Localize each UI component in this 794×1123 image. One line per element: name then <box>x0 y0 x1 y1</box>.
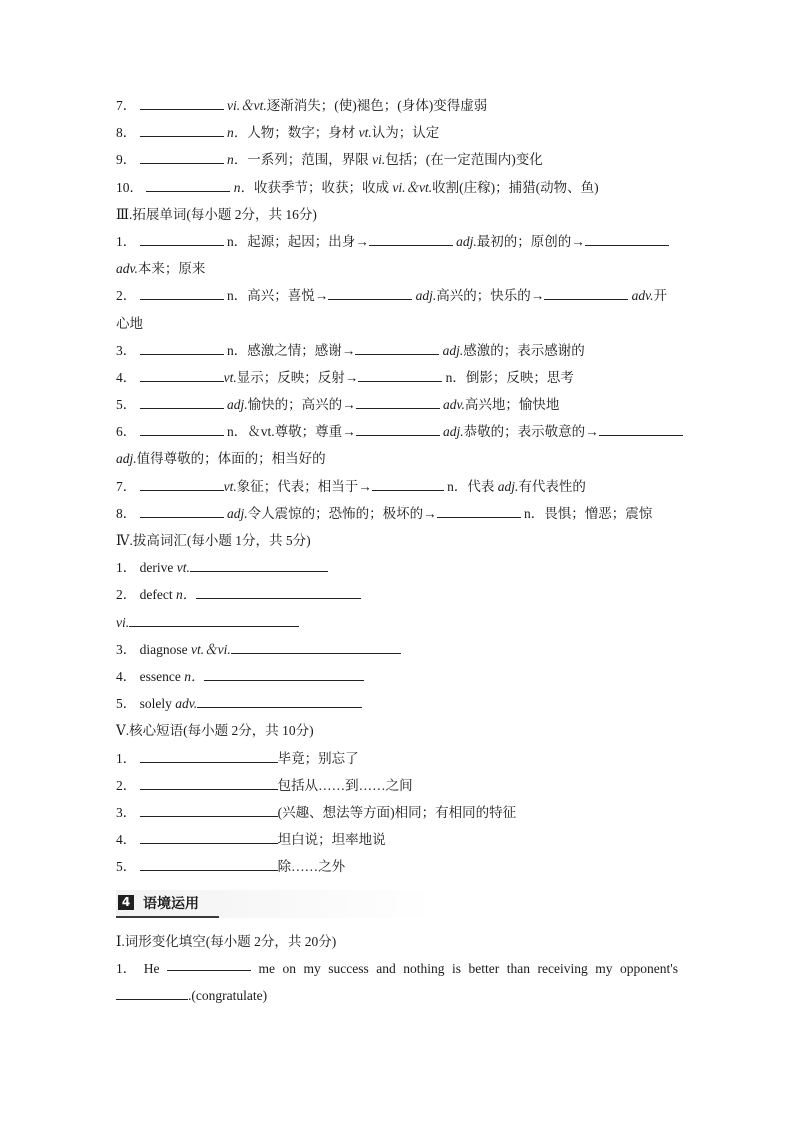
part-of-speech: vt.＆vi. <box>191 641 231 657</box>
expand-item-5 <box>116 391 678 418</box>
vocab-item-10 <box>116 174 678 201</box>
definition: 感激的；表示感谢的 <box>463 342 585 358</box>
part-of-speech: n． <box>227 125 248 141</box>
answer-blank[interactable] <box>140 284 224 300</box>
answer-blank[interactable] <box>140 855 278 871</box>
definition: 最初的；原创的→ <box>476 233 585 249</box>
definition: 高兴的；快乐的→ <box>436 288 545 304</box>
banner-underline <box>116 916 219 918</box>
item-number: 8． <box>116 505 137 521</box>
item-number: 5． <box>116 696 137 712</box>
answer-blank[interactable] <box>328 284 412 300</box>
section-heading: Ⅳ.拔高词汇(每小题 1分，共 5分) <box>116 533 311 548</box>
item-number: 1． <box>116 560 137 576</box>
answer-blank[interactable] <box>204 665 364 681</box>
answer-blank[interactable] <box>140 828 278 844</box>
answer-blank[interactable] <box>140 121 224 137</box>
answer-blank[interactable] <box>140 747 278 763</box>
definition: 恭敬的；表示敬意的→ <box>463 424 599 440</box>
advanced-item-2b <box>116 609 678 636</box>
advanced-item-5 <box>116 690 678 717</box>
definition: 除……之外 <box>277 859 346 875</box>
answer-blank[interactable] <box>116 984 188 1000</box>
expand-item-3 <box>116 337 678 364</box>
expand-item-6-cont <box>116 445 678 472</box>
item-number: 4． <box>116 369 137 385</box>
expand-item-6 <box>116 418 678 445</box>
item-number: 1． <box>116 750 137 766</box>
definition: 象征；代表；相当于→ <box>236 478 372 494</box>
answer-blank[interactable] <box>197 692 362 708</box>
part-of-speech: adj. <box>227 505 248 521</box>
part-of-speech: vi.＆vt. <box>392 179 433 195</box>
answer-blank[interactable] <box>140 420 224 436</box>
answer-blank[interactable] <box>140 230 224 246</box>
part-of-speech: n． <box>227 152 248 168</box>
expand-item-4 <box>116 364 678 391</box>
definition: 一系列；范围，界限 <box>247 152 369 168</box>
definition: (兴趣、想法等方面)相同；有相同的特征 <box>277 804 517 820</box>
answer-blank[interactable] <box>140 774 278 790</box>
definition: 收获季节；收获；收成 <box>254 179 389 195</box>
part-of-speech: adj. <box>456 233 477 249</box>
item-number: 3． <box>116 342 137 358</box>
definition: n．感激之情；感谢→ <box>227 342 356 358</box>
answer-blank[interactable] <box>356 393 440 409</box>
definition: 代表 <box>467 478 495 494</box>
item-number: 1． <box>116 961 137 977</box>
answer-blank[interactable] <box>369 230 453 246</box>
question-word: nothing <box>403 961 445 977</box>
item-number: 3． <box>116 804 137 820</box>
vocab-item-7 <box>116 92 678 119</box>
definition: 毕竟；别忘了 <box>277 750 359 766</box>
definition: 高兴地；愉快地 <box>464 397 560 413</box>
answer-blank[interactable] <box>356 420 440 436</box>
exercise-body <box>116 928 678 1010</box>
part-of-speech: adv. <box>631 288 654 304</box>
question-word: opponent's <box>620 961 678 977</box>
item-number: 9． <box>116 152 137 168</box>
part-of-speech: adj. <box>443 424 464 440</box>
expand-item-2 <box>116 282 678 309</box>
part-of-speech: adv. <box>116 261 138 277</box>
question-word: and <box>376 961 396 977</box>
part-of-speech: adj. <box>227 397 248 413</box>
part-of-speech: n． <box>175 587 197 603</box>
question-word: than <box>506 961 531 977</box>
item-number: 7． <box>116 98 137 113</box>
answer-blank[interactable] <box>140 148 224 164</box>
definition: 尊敬；尊重→ <box>274 424 356 440</box>
section-banner <box>116 890 436 918</box>
question-word: success <box>328 961 369 977</box>
item-number: 5． <box>116 397 137 413</box>
question-word: on <box>282 961 296 977</box>
question-1-cont <box>116 982 678 1009</box>
answer-blank[interactable] <box>355 339 439 355</box>
advanced-item-3 <box>116 636 678 663</box>
answer-blank[interactable] <box>358 366 442 382</box>
question-word: He <box>143 961 160 977</box>
part-of-speech: vt. <box>358 125 372 141</box>
item-number: 2． <box>116 587 137 603</box>
banner-title: 语境运用 <box>143 896 199 912</box>
item-number: 3． <box>116 641 137 657</box>
part-of-speech: n． <box>447 478 468 494</box>
section-number-icon: 4 <box>118 895 134 910</box>
definition: 逐渐消失；(使)褪色；(身体)变得虚弱 <box>266 98 488 113</box>
phrase-item-2 <box>116 772 678 799</box>
answer-blank[interactable] <box>599 420 683 436</box>
part-of-speech: vi. <box>116 614 130 630</box>
worksheet-body <box>116 92 678 880</box>
vocab-item-9 <box>116 146 678 173</box>
definition: 令人震惊的；恐怖的；极坏的→ <box>247 505 437 521</box>
definition: 值得尊敬的；体面的；相当好的 <box>136 451 326 467</box>
part-of-speech: vt. <box>223 369 237 385</box>
answer-blank[interactable] <box>140 339 224 355</box>
item-number: 6． <box>116 424 137 440</box>
vocab-word: defect <box>139 587 173 603</box>
expand-item-7 <box>116 473 678 500</box>
answer-blank[interactable] <box>585 230 669 246</box>
answer-blank[interactable] <box>190 556 328 572</box>
answer-blank[interactable] <box>140 94 224 110</box>
expand-item-1 <box>116 228 678 255</box>
item-number: 4． <box>116 668 137 684</box>
item-number: 2． <box>116 288 137 304</box>
answer-blank[interactable] <box>129 611 299 627</box>
question-word: better <box>468 961 500 977</box>
advanced-item-1 <box>116 554 678 581</box>
answer-blank[interactable] <box>140 366 224 382</box>
part-of-speech: adj. <box>497 478 519 494</box>
definition: 开 <box>653 288 668 304</box>
phrase-item-5 <box>116 853 678 880</box>
item-number: 2． <box>116 777 137 793</box>
expand-item-1-cont <box>116 255 678 282</box>
definition: 认为；认定 <box>371 125 440 141</box>
answer-blank[interactable] <box>167 955 251 971</box>
part-of-speech: n． <box>524 505 545 521</box>
part-of-speech: vi. <box>372 152 386 168</box>
question-hint: .(congratulate) <box>188 988 268 1004</box>
part-of-speech: adj. <box>116 451 137 467</box>
advanced-item-2 <box>116 581 678 608</box>
answer-blank[interactable] <box>437 502 521 518</box>
definition: 包括从……到……之间 <box>277 777 413 793</box>
part-of-speech: adj. <box>442 342 464 358</box>
part-of-speech: n．＆vt. <box>227 424 275 440</box>
part-of-speech: adv. <box>175 696 198 712</box>
part-of-speech: n． <box>233 179 254 195</box>
part-of-speech: n． <box>445 369 466 385</box>
answer-blank[interactable] <box>140 475 224 491</box>
definition: 倒影；反映；思考 <box>465 369 574 385</box>
section-heading: Ⅲ.拓展单词(每小题 2分，共 16分) <box>116 206 317 222</box>
answer-blank[interactable] <box>372 475 444 491</box>
vocab-word: derive <box>139 560 174 576</box>
item-number: 10． <box>116 179 143 195</box>
section-heading: Ⅴ.核心短语(每小题 2分，共 10分) <box>116 723 314 739</box>
definition: 本来；原来 <box>137 261 206 277</box>
answer-blank[interactable] <box>140 393 224 409</box>
part-of-speech: vi.＆vt. <box>227 98 267 113</box>
expand-item-2-cont <box>116 310 678 337</box>
section-heading: Ⅰ.词形变化填空(每小题 2分，共 20分) <box>116 934 337 949</box>
question-word: my <box>303 961 321 977</box>
vocab-word: essence <box>139 668 181 684</box>
part-of-speech: n． <box>184 668 205 684</box>
part-of-speech: adv. <box>443 397 465 413</box>
answer-blank[interactable] <box>196 583 361 599</box>
phrase-item-1 <box>116 745 678 772</box>
definition: 包括；(在一定范围内)变化 <box>385 152 543 168</box>
answer-blank[interactable] <box>140 801 278 817</box>
definition: 显示；反映；反射→ <box>236 369 359 385</box>
part-of-speech: vt. <box>176 560 190 576</box>
item-number: 1． <box>116 233 137 249</box>
part-of-speech: vt. <box>223 478 237 494</box>
definition: 收割(庄稼)；捕猎(动物、鱼) <box>432 179 599 195</box>
definition-continued: 心地 <box>116 315 143 331</box>
answer-blank[interactable] <box>140 502 224 518</box>
phrase-item-3 <box>116 799 678 826</box>
question-word: receiving <box>537 961 588 977</box>
phrase-item-4 <box>116 826 678 853</box>
item-number: 8． <box>116 125 137 141</box>
definition: n．高兴；喜悦→ <box>227 288 329 304</box>
question-word: is <box>452 961 462 977</box>
definition: n．起源；起因；出身→ <box>227 233 369 249</box>
definition: 有代表性的 <box>518 478 586 494</box>
question-1 <box>116 955 678 982</box>
item-number: 5． <box>116 859 137 875</box>
vocab-word: solely <box>139 696 172 712</box>
definition: 坦白说；坦率地说 <box>277 832 386 848</box>
item-number: 7． <box>116 478 137 494</box>
question-word: my <box>595 961 613 977</box>
advanced-item-4 <box>116 663 678 690</box>
vocab-word: diagnose <box>139 641 188 657</box>
answer-blank[interactable] <box>146 176 230 192</box>
expand-item-8 <box>116 500 678 527</box>
part-of-speech: adj. <box>415 288 437 304</box>
question-word: me <box>258 961 275 977</box>
item-number: 4． <box>116 832 137 848</box>
definition: 畏惧；憎恶；震惊 <box>544 505 653 521</box>
definition: 人物；数字；身材 <box>247 125 356 141</box>
answer-blank[interactable] <box>231 638 401 654</box>
definition: 愉快的；高兴的→ <box>247 397 356 413</box>
answer-blank[interactable] <box>544 284 628 300</box>
vocab-item-8 <box>116 119 678 146</box>
